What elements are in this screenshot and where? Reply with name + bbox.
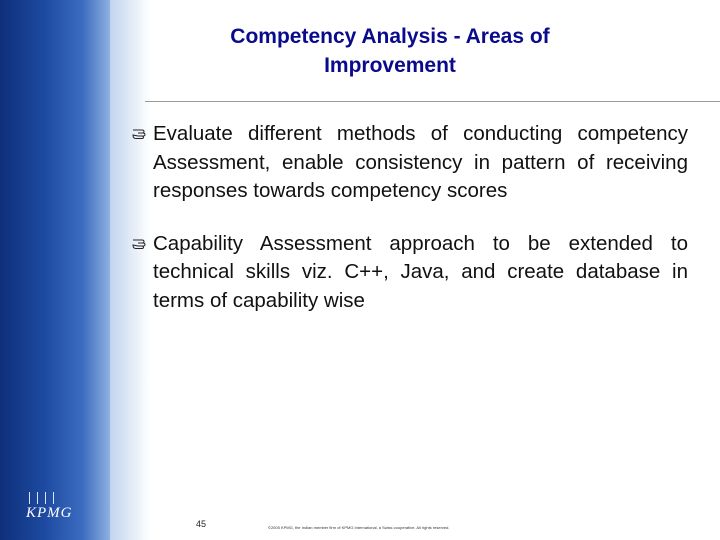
copyright-footer: ©2005 KPMG, the Indian member firm of KPMG International, a Swiss cooperative. All rights reserved. bbox=[268, 525, 450, 530]
bullet-text: Capability Assessment approach to be extended to technical skills viz. C++, Java, and create database in terms of capability wise bbox=[153, 231, 688, 312]
slide-title-line-1: Competency Analysis - Areas of bbox=[230, 25, 550, 48]
pointing-hand-icon bbox=[132, 125, 150, 141]
logo-text: KPMG bbox=[26, 505, 73, 521]
slide-title-line-2: Improvement bbox=[324, 54, 456, 77]
sidebar-gradient bbox=[0, 0, 110, 540]
kpmg-logo bbox=[26, 492, 73, 522]
page-number: 45 bbox=[196, 519, 207, 529]
slide-title bbox=[160, 22, 620, 80]
bullet-text: Evaluate different methods of conducting competency Assessment, enable consistency in pattern of receiving responses towards competency scores bbox=[153, 122, 688, 202]
logo-bars bbox=[29, 492, 73, 504]
bullet-list bbox=[132, 120, 688, 339]
pointing-hand-icon bbox=[132, 235, 150, 251]
bullet-item bbox=[132, 120, 688, 206]
title-divider bbox=[145, 101, 720, 102]
bullet-item bbox=[132, 230, 688, 316]
